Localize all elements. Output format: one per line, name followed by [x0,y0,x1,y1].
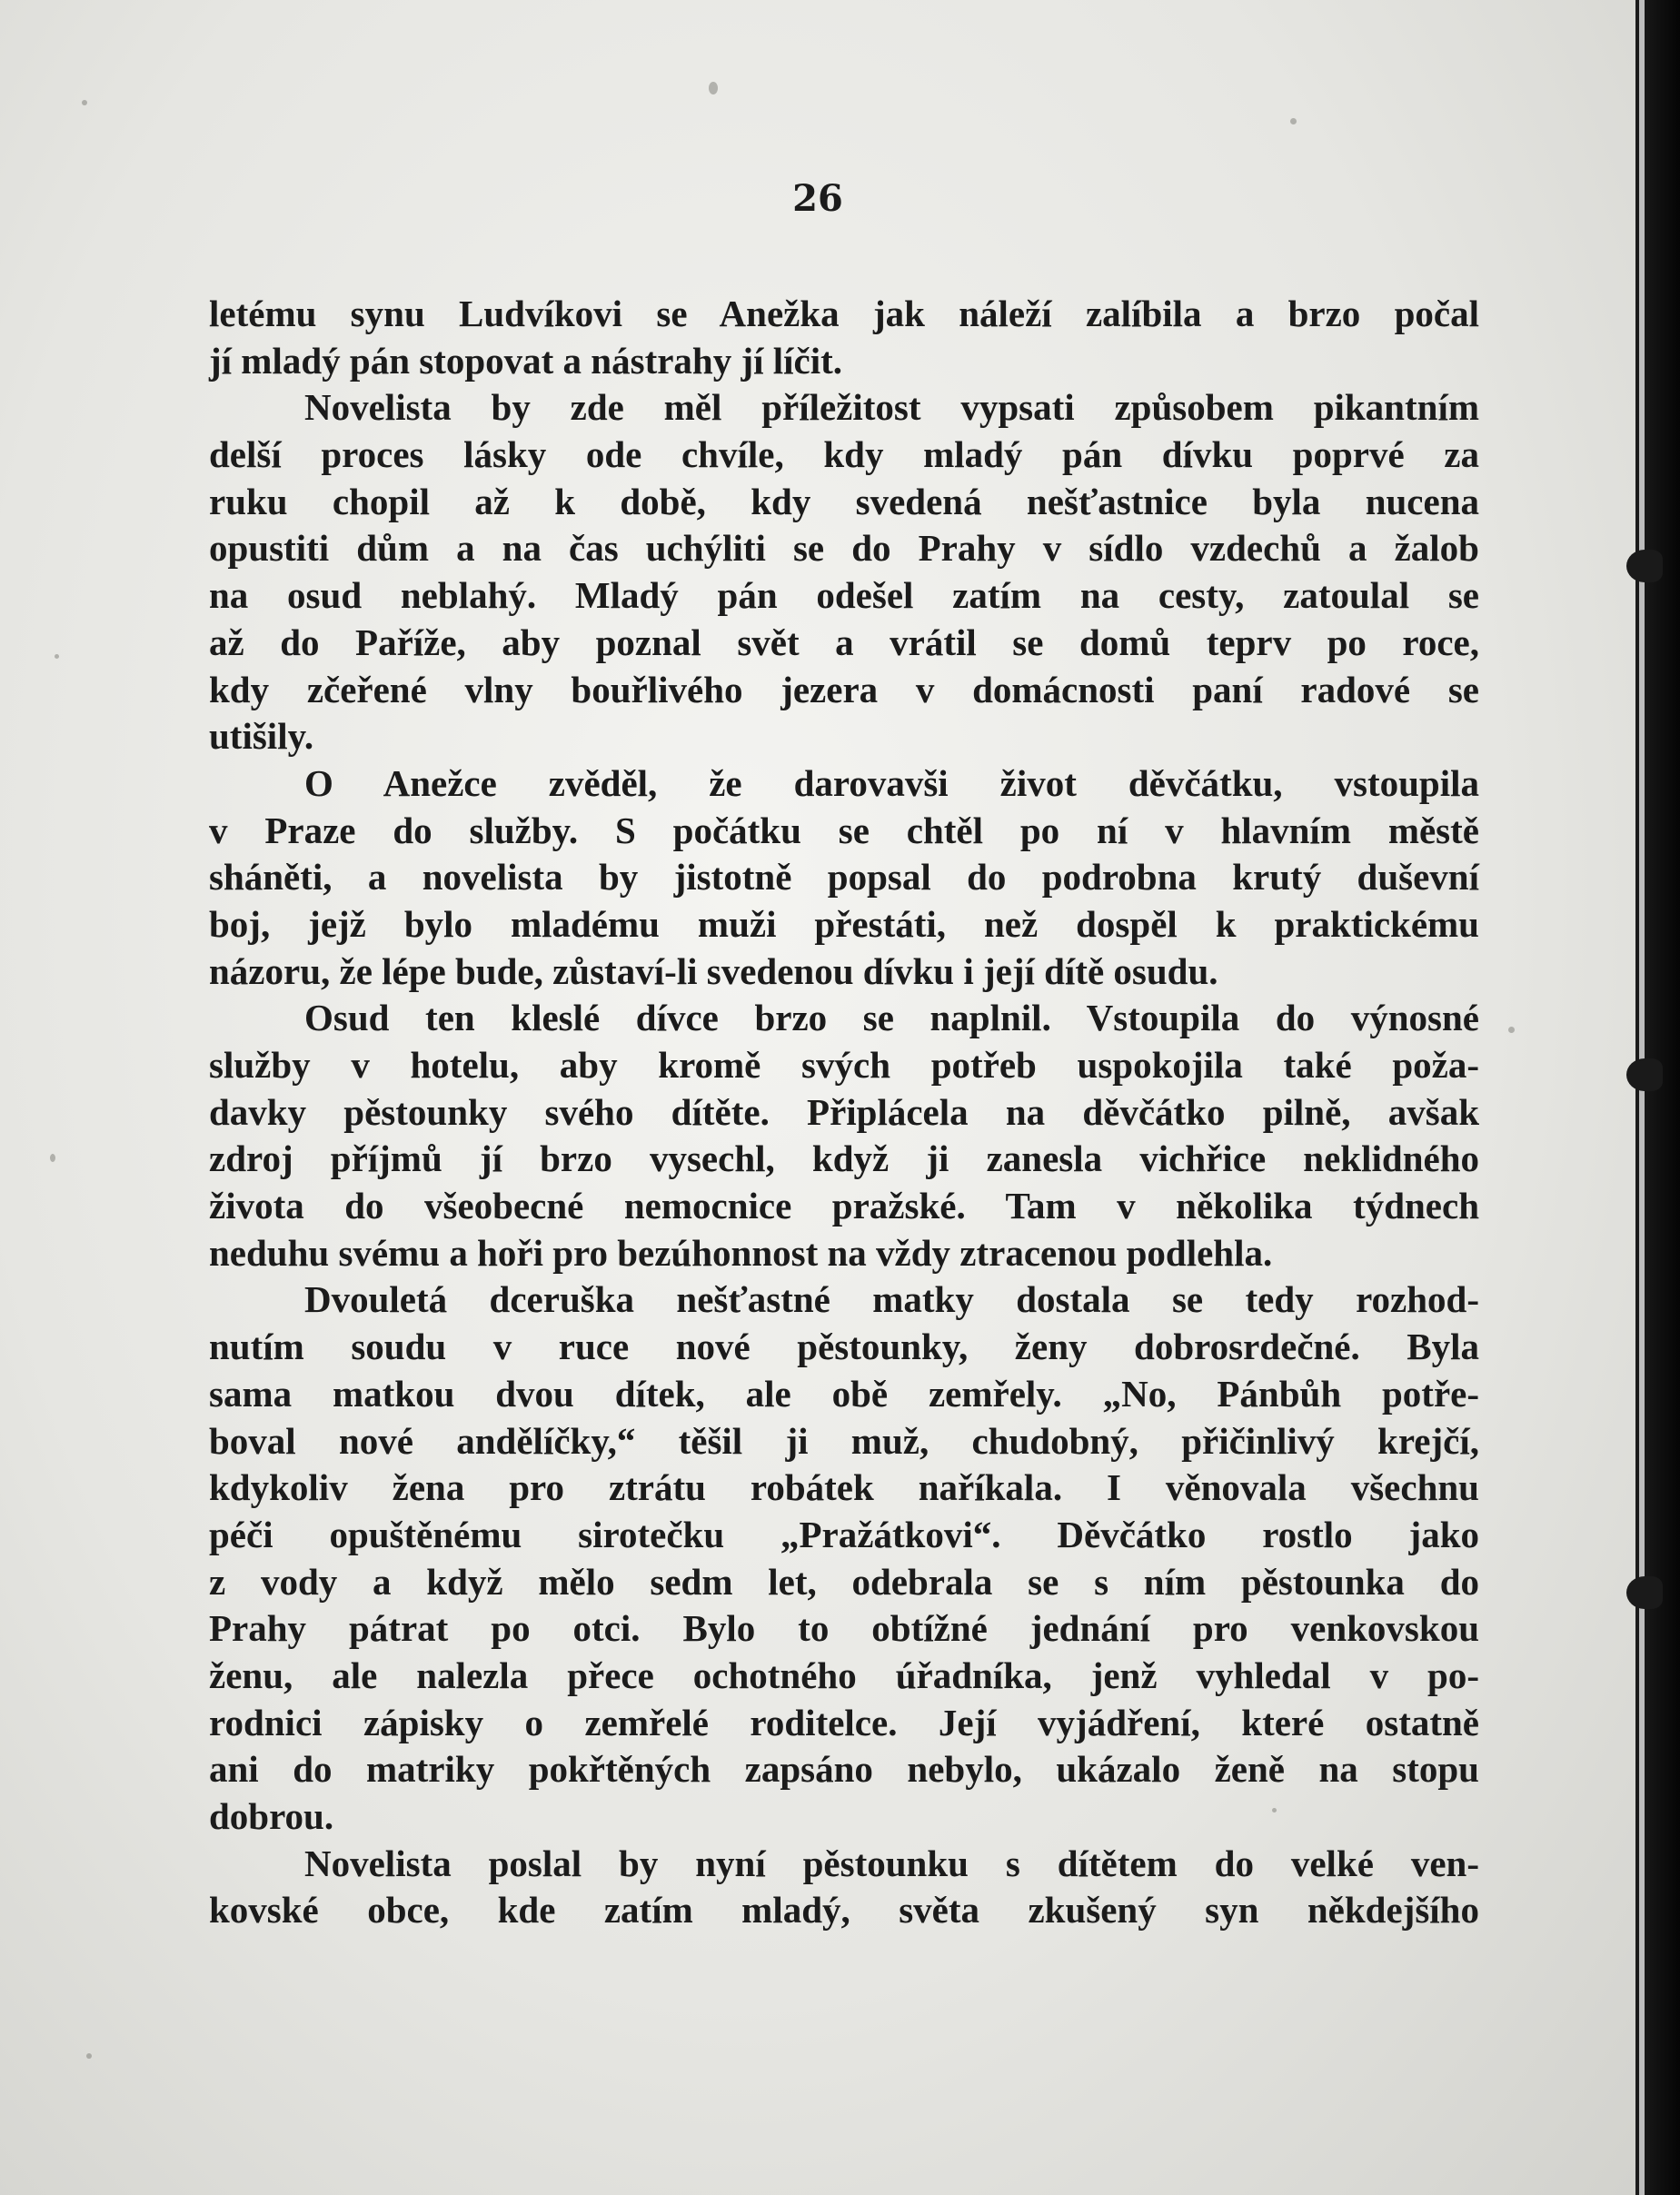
text-line: boval nové andělíčky,“ těšil ji muž, chudobný, přičinlivý krejčí, [209,1419,1479,1462]
paragraph [209,1841,1479,1934]
text-line: až do Paříže, aby poznal svět a vrátil se domů teprv po roce, [209,621,1479,663]
paragraph [209,384,1479,760]
text-line: sama matkou dvou dítek, ale obě zemřely. „No, Pánbůh potře- [209,1372,1479,1415]
speck [1508,1027,1515,1033]
text-line: Prahy pátrat po otci. Bylo to obtížné jednání pro venkovskou [209,1607,1479,1650]
text-line: z vody a když mělo sedm let, odebrala se s ním pěstounka do [209,1560,1479,1603]
paragraph [209,995,1479,1276]
text-line: sháněti, a novelista by jistotně popsal do podrobna krutý duševní [209,856,1479,899]
text-line: kovské obce, kde zatím mladý, světa zkušený syn někdejšího [209,1889,1479,1932]
binding-clip [1626,1058,1663,1091]
text-line: rodnici zápisky o zemřelé roditelce. Její vyjádření, které ostatně [209,1701,1479,1743]
speck [82,100,87,105]
binding-rule [1639,0,1645,2195]
text-line: Dvouletá dceruška nešťastné matky dostala se tedy rozhod- [304,1278,1479,1321]
text-line: ani do matriky pokřtěných zapsáno nebylo, ukázalo ženě na stopu [209,1748,1479,1791]
speck [86,2053,92,2059]
text-line: opustiti dům a na čas uchýliti se do Prahy v sídlo vzdechů a žalob [209,527,1479,570]
text-line: dobrou. [209,1795,334,1837]
text-line: služby v hotelu, aby kromě svých potřeb uspokojila také poža- [209,1044,1479,1086]
text-line: života do všeobecné nemocnice pražské. Tam v několika týdnech [209,1185,1479,1227]
text-line: ruku chopil až k době, kdy svedená nešťastnice byla nucena [209,480,1479,522]
text-line: delší proces lásky ode chvíle, kdy mladý pán dívku poprvé za [209,433,1479,476]
text-line: utišily. [209,715,314,758]
text-line: nutím soudu v ruce nové pěstounky, ženy dobrosrdečné. Byla [209,1326,1479,1368]
text-line: na osud neblahý. Mladý pán odešel zatím na cesty, zatoulal se [209,574,1479,617]
text-line: péči opuštěnému sirotečku „Pražátkovi“. Děvčátko rostlo jako [209,1513,1479,1555]
text-line: O Anežce zvěděl, že darovavši život děvčátku, vstoupila [304,761,1479,804]
text-line: jí mladý pán stopovat a nástrahy jí líčit. [209,339,843,382]
text-line: boj, jejž bylo mladému muži přestáti, než dospěl k praktickému [209,902,1479,945]
speck [1290,118,1297,124]
binding-clip [1626,550,1663,582]
speck [50,1154,55,1162]
page-number: 26 [792,177,843,220]
paragraph [209,1276,1479,1840]
text-line: Osud ten kleslé dívce brzo se naplnil. Vstoupila do výnosné [304,997,1479,1039]
binding-clip [1626,1576,1663,1609]
text-line: zdroj příjmů jí brzo vysechl, když ji zanesla vichřice neklidného [209,1137,1479,1180]
text-line: kdy zčeřené vlny bouřlivého jezera v domácnosti paní radové se [209,668,1479,710]
paragraph [209,760,1479,995]
text-line: neduhu svému a hoři pro bezúhonnost na vždy ztracenou podlehla. [209,1231,1273,1274]
paragraph [209,291,1479,384]
text-line: Novelista by zde měl příležitost vypsati způsobem pikantním [304,386,1479,429]
body-text [209,291,1479,1934]
text-line: kdykoliv žena pro ztrátu robátek naříkala. I věnovala všechnu [209,1466,1479,1509]
text-line: názoru, že lépe bude, zůstaví-li svedenou dívku i její dítě osudu. [209,949,1218,992]
text-line: v Praze do služby. S počátku se chtěl po ní v hlavním městě [209,809,1479,851]
text-line: Novelista poslal by nyní pěstounku s dítětem do velké ven- [304,1842,1479,1884]
text-line: letému synu Ludvíkovi se Anežka jak náleží zalíbila a brzo počal [209,293,1479,334]
text-line: davky pěstounky svého dítěte. Připlácela na děvčátko pilně, avšak [209,1090,1479,1133]
speck [55,654,59,659]
text-line: ženu, ale nalezla přece ochotného úřadníka, jenž vyhledal v po- [209,1654,1479,1696]
speck [709,82,718,94]
